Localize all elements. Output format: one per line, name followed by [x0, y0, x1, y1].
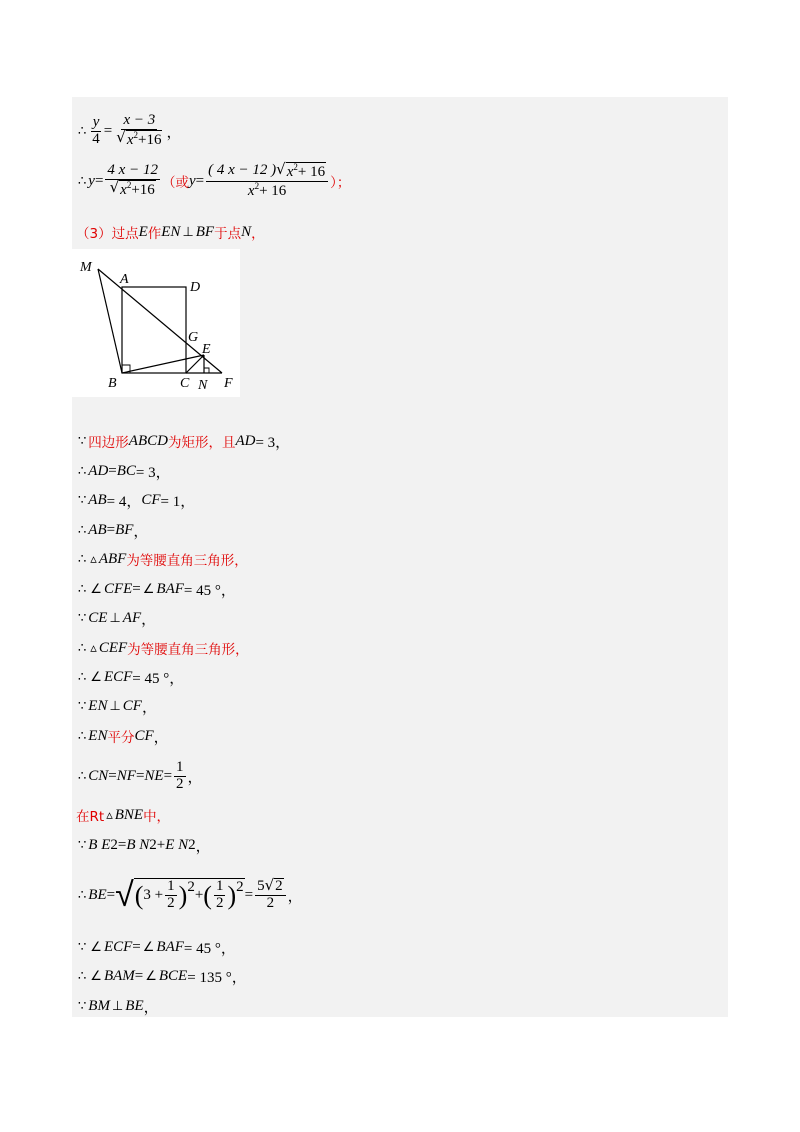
rectangle-abcd	[122, 287, 186, 373]
fraction-y-expression: 4 x − 12 √ $x^2+16$	[107, 162, 158, 198]
step-line: ∴ AD = BC = 3，	[78, 462, 171, 481]
label-b: B	[108, 376, 117, 391]
segment-ce	[186, 355, 204, 373]
step-line: ∴ ∠ BAM = ∠ BCE = 135 °，	[78, 967, 247, 986]
step-line: ∵ AB = 4， CF = 1，	[78, 491, 196, 510]
step-line: ∴ ▵ CEF 为等腰直角三角形，	[78, 639, 249, 658]
geometry-figure	[72, 249, 240, 397]
solution-panel	[72, 97, 728, 1017]
equation-line-2: ∴ y = 4 x − 12 √ $x^2+16$ （或 y = ( 4 x − 12 ) √ $x^2+ 16$ $x^2+ 16$ ）；	[78, 160, 351, 199]
label-g: G	[188, 330, 199, 345]
therefore-symbol: ∴	[78, 123, 87, 139]
be-radical: √ ( 3 + $\frac{1}{2}$ ) 2 + ( $\frac{1}{2}$ ) 2	[115, 875, 244, 915]
fraction-y-over-4: $\frac{y}{4}$	[92, 113, 100, 147]
construction-step: （3）过点 E 作 EN ⊥ BF 于点 N ，	[76, 223, 265, 242]
label-e: E	[202, 342, 211, 357]
equation-line-1: ∴ $\frac{y}{4}$ = x − 3 √ $x^2+16$ ，	[78, 112, 182, 148]
step-line: ∴ AB = BF ，	[78, 521, 149, 540]
step-line: ∵ EN ⊥ CF ，	[78, 697, 157, 716]
label-d: D	[190, 280, 201, 295]
segment-be	[122, 355, 204, 373]
label-c: C	[180, 376, 190, 391]
label-f: F	[224, 376, 233, 391]
label-n: N	[198, 378, 208, 393]
segment-mb	[98, 269, 122, 373]
label-a: A	[120, 272, 129, 287]
fraction-x-minus-3: x − 3 √ $x^2+16$	[116, 112, 162, 148]
rt-triangle-line: 在Rt ▵ BNE 中，	[76, 806, 171, 825]
step-line: ∴ EN 平分 CF ，	[78, 727, 169, 746]
step-line: ∴ ∠ ECF = 45 °，	[78, 668, 185, 687]
right-angle-n	[204, 368, 209, 373]
step-line: ∴ ∠ CFE = ∠ BAF = 45 °，	[78, 580, 236, 599]
fraction-alt-expression: ( 4 x − 12 ) √ $x^2+ 16$ $x^2+ 16$	[206, 162, 328, 200]
equal-segments-line: ∴ CN = NF = NE = $\frac{1}{2}$ ，	[78, 758, 203, 792]
step-line: ∵ 四边形 ABCD 为矩形，且 AD = 3，	[78, 432, 291, 451]
pythagoras-line: ∵ B E 2 = B N 2 + E N 2 ，	[78, 836, 211, 855]
step-line: ∴ ▵ ABF 为等腰直角三角形，	[78, 550, 248, 569]
step-line: ∵ CE ⊥ AF ，	[78, 609, 157, 628]
step-line: ∵ ∠ ECF = ∠ BAF = 45 °，	[78, 938, 236, 957]
be-length-line: ∴ BE = √ ( 3 + $\frac{1}{2}$ ) 2 + ( $\frac{1}{2}$ ) 2 = 5 √ 2 2 ，	[78, 875, 303, 915]
step-line: ∵ BM ⊥ BE ，	[78, 997, 159, 1016]
label-m: M	[80, 260, 92, 275]
geometry-diagram	[72, 249, 240, 397]
